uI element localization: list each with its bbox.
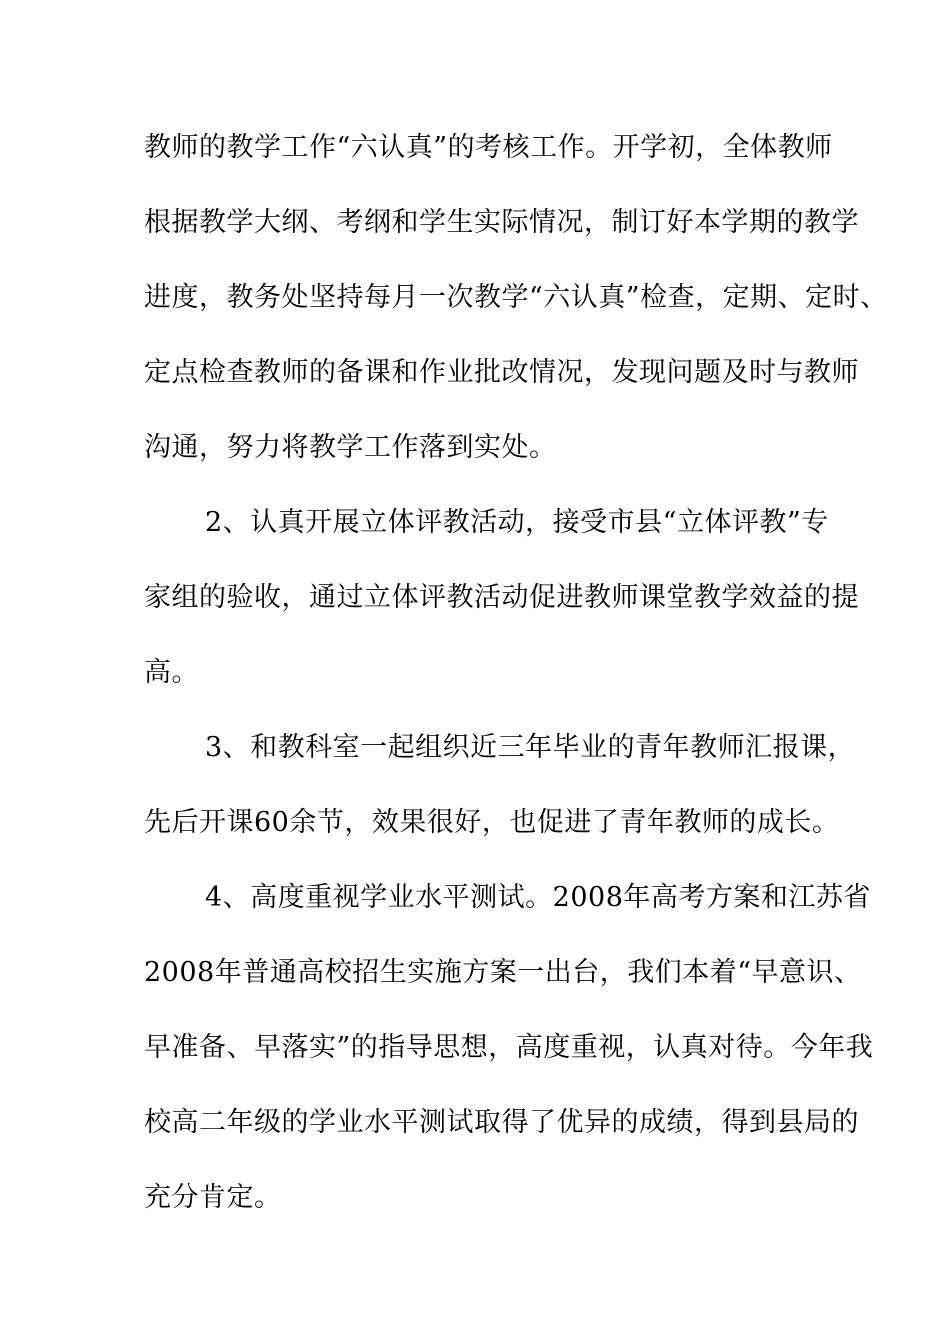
paragraph-line: 根据教学大纲、考纲和学生实际情况，制订好本学期的教学: [144, 207, 859, 238]
paragraph-line-item-3: 3、和教科室一起组织近三年毕业的青年教师汇报课，: [205, 732, 856, 763]
paragraph-line: 高。: [144, 657, 199, 688]
paragraph-line-item-4: 4、高度重视学业水平测试。2008年高考方案和江苏省: [205, 882, 871, 913]
paragraph-line: 先后开课60余节，效果很好，也促进了青年教师的成长。: [144, 807, 840, 838]
paragraph-line: 沟通，努力将教学工作落到实处。: [144, 432, 557, 463]
paragraph-line: 充分肯定。: [144, 1182, 282, 1213]
paragraph-line: 进度，教务处坚持每月一次教学“六认真”检查，定期、定时、: [144, 282, 888, 313]
paragraph-line: 家组的验收，通过立体评教活动促进教师课堂教学效益的提: [144, 582, 859, 613]
paragraph-line: 定点检查教师的备课和作业批改情况，发现问题及时与教师: [144, 357, 859, 388]
paragraph-line: 校高二年级的学业水平测试取得了优异的成绩，得到县局的: [144, 1107, 859, 1138]
paragraph-line: 教师的教学工作“六认真”的考核工作。开学初，全体教师: [144, 132, 833, 163]
paragraph-line: 早准备、早落实”的指导思想，高度重视，认真对待。今年我: [144, 1032, 874, 1063]
paragraph-line: 2008年普通高校招生实施方案一出台，我们本着“早意识、: [144, 957, 862, 988]
paragraph-line-item-2: 2、认真开展立体评教活动，接受市县“立体评教”专: [205, 507, 829, 538]
